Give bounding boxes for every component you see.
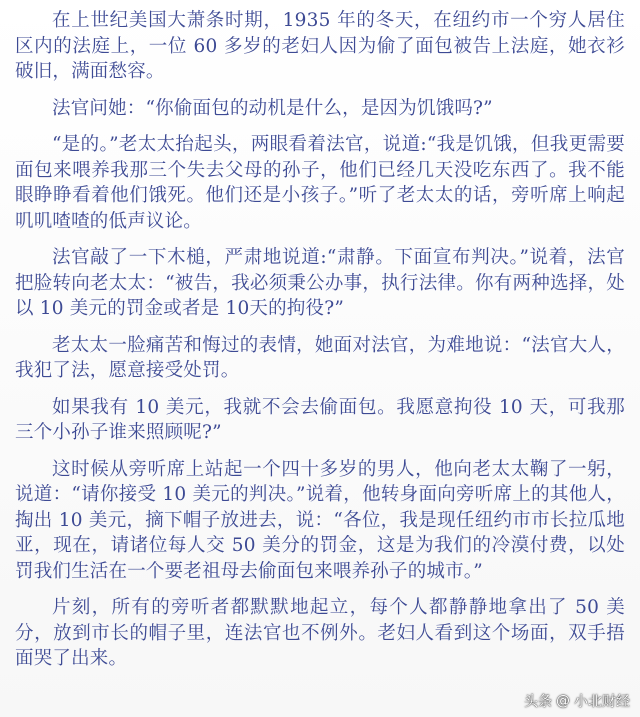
paragraph-5: 老太太一脸痛苦和悔过的表情，她面对法官，为难地说：“法官大人，我犯了法，愿意接受处罚。	[15, 334, 625, 381]
paragraph-6: 如果我有 10 美元，我就不会去偷面包。我愿意拘役 10 天，可我那三个小孙子谁来照顾呢?”	[15, 396, 625, 443]
watermark-at: @	[556, 693, 570, 709]
paragraph-3: “是的。”老太太抬起头，两眼看着法官，说道:“我是饥饿，但我更需要面包来喂养我那三个失去父母的孙子，他们已经几天没吃东西了。我不能眼睁睁看着他们饿死。他们还是小孩子。”听了老太太的话，旁听席上响起叽叽喳喳的低声议论。	[15, 134, 625, 232]
paragraph-7: 这时候从旁听席上站起一个四十多岁的男人，他向老太太鞠了一躬，说道：“请你接受 10 美元的判决。”说着，他转身面向旁听席上的其他人，掏出 10 美元，摘下帽子放进去，说：“各位，我是现任纽约市市长拉瓜地亚，现在，请诸位每人交 50 美分的罚金，这是为我们的冷漠付费，以处罚我们生活在一个要老祖母去偷面包来喂养孙子的城市。”	[15, 458, 625, 582]
paragraph-1: 在上世纪美国大萧条时期，1935 年的冬天，在纽约市一个穷人居住区内的法庭上，一位 60 多岁的老妇人因为偷了面包被告上法庭，她衣衫破旧，满面愁容。	[15, 10, 625, 82]
watermark	[524, 691, 630, 711]
paragraph-8: 片刻，所有的旁听者都默默地起立，每个人都静静地拿出了 50 美分，放到市长的帽子里，连法官也不例外。老妇人看到这个场面，双手捂面哭了出来。	[15, 597, 625, 669]
watermark-author: 小北财经	[574, 694, 630, 710]
paragraph-2: 法官问她：“你偷面包的动机是什么，是因为饥饿吗?”	[52, 97, 493, 119]
article-body	[15, 8, 625, 683]
paragraph-4: 法官敲了一下木槌，严肃地说道:“肃静。下面宣布判决。”说着，法官把脸转向老太太：“被告，我必须秉公办事，执行法律。你有两种选择，处以 10 美元的罚金或者是 10天的拘役?”	[15, 247, 625, 319]
watermark-source: 头条	[524, 694, 552, 710]
